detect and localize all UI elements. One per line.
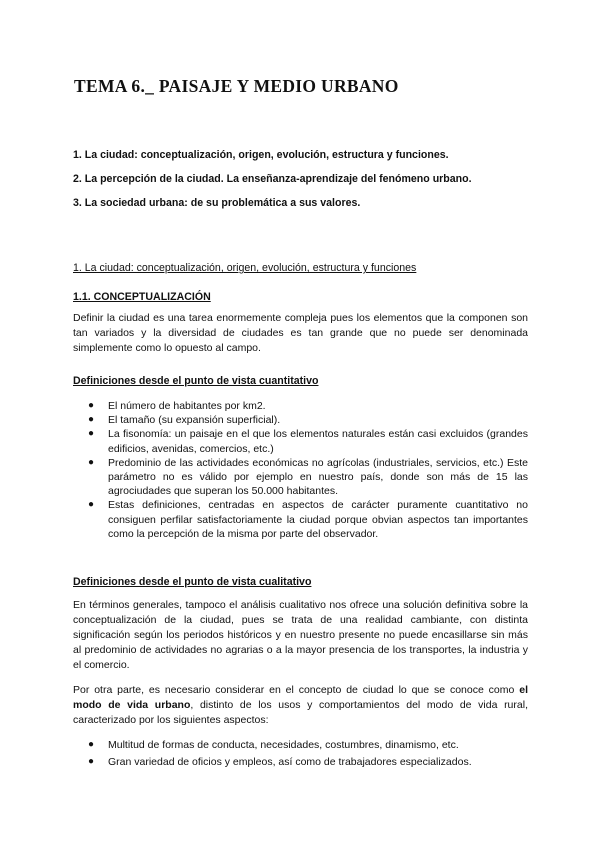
qualitative-heading: Definiciones desde el punto de vista cualitativo xyxy=(73,576,312,588)
list-item xyxy=(73,755,528,769)
qualitative-paragraph-2 xyxy=(73,683,528,728)
document-title: TEMA 6._ PAISAJE Y MEDIO URBANO xyxy=(74,76,399,96)
list-item xyxy=(73,456,528,499)
list-item xyxy=(73,498,528,541)
toc-item-3: 3. La sociedad urbana: de su problemática a sus valores. xyxy=(73,197,361,209)
list-item-text: Gran variedad de oficios y empleos, así como de trabajadores especializados. xyxy=(108,756,472,769)
bullet-icon: ● xyxy=(88,456,95,468)
list-item-text: Estas definiciones, centradas en aspectos de carácter puramente cuantitativo no consiguen perfilar satisfactoriamente la ciudad porque obvian aspectos tan importantes como la percepción de la misma por parte del observador. xyxy=(108,499,528,540)
bullet-icon: ● xyxy=(88,414,95,426)
list-item-text: El número de habitantes por km2. xyxy=(108,400,266,412)
paragraph-text: Por otra parte, es necesario considerar en el concepto de ciudad lo que se conoce como xyxy=(73,684,520,696)
qualitative-paragraph-1: En términos generales, tampoco el análisis cualitativo nos ofrece una solución definitiva sobre la conceptualización de la ciudad, pues se trata de una realidad cambiante, con distinta significación según los periodos históricos y en nuestro presente no puede encasillarse sin más al predominio de actividades no agrarias o a la mayor presencia de los transportes, la industria y el comercio. xyxy=(73,599,528,671)
bullet-icon: ● xyxy=(88,739,95,750)
list-item xyxy=(73,738,528,752)
bullet-icon: ● xyxy=(88,428,95,440)
bullet-icon: ● xyxy=(88,499,95,511)
section-heading: 1. La ciudad: conceptualización, origen, evolución, estructura y funciones xyxy=(73,262,417,274)
intro-paragraph: Definir la ciudad es una tarea enormemente compleja pues los elementos que la componen son tan variados y la diversidad de ciudades es tan grande que no puede ser denominada simplemente como lo opuesto al campo. xyxy=(73,312,528,354)
list-item-text: Predominio de las actividades económicas no agrícolas (industriales, servicios, etc.) Este parámetro no es válido por ejemplo en nuestro país, donde son más de 15 las agrociudades que superan los 50.000 habitantes. xyxy=(108,456,528,498)
list-item-text: El tamaño (su expansión superficial). xyxy=(108,414,281,427)
subsection-heading: 1.1. CONCEPTUALIZACIÓN xyxy=(73,291,211,303)
quantitative-list xyxy=(73,399,528,541)
list-item xyxy=(73,413,528,427)
list-item-text: Multitud de formas de conducta, necesidades, costumbres, dinamismo, etc. xyxy=(108,739,459,751)
toc-item-1: 1. La ciudad: conceptualización, origen, evolución, estructura y funciones. xyxy=(73,149,449,161)
paragraph-text: , distinto de los usos y comportamientos del modo de vida rural, caracterizado por los siguientes aspectos: xyxy=(73,699,528,726)
list-item xyxy=(73,399,528,413)
bullet-icon: ● xyxy=(88,400,95,411)
bullet-icon: ● xyxy=(88,756,95,768)
quantitative-heading: Definiciones desde el punto de vista cuantitativo xyxy=(73,375,319,387)
bold-term: el modo de vida urbano xyxy=(73,684,528,711)
list-item xyxy=(73,427,528,455)
toc-item-2: 2. La percepción de la ciudad. La enseñanza-aprendizaje del fenómeno urbano. xyxy=(73,173,472,185)
list-item-text: La fisonomía: un paisaje en el que los elementos naturales están casi excluidos (grandes edificios, avenidas, comercios, etc.) xyxy=(108,428,528,455)
qualitative-list xyxy=(73,738,528,769)
